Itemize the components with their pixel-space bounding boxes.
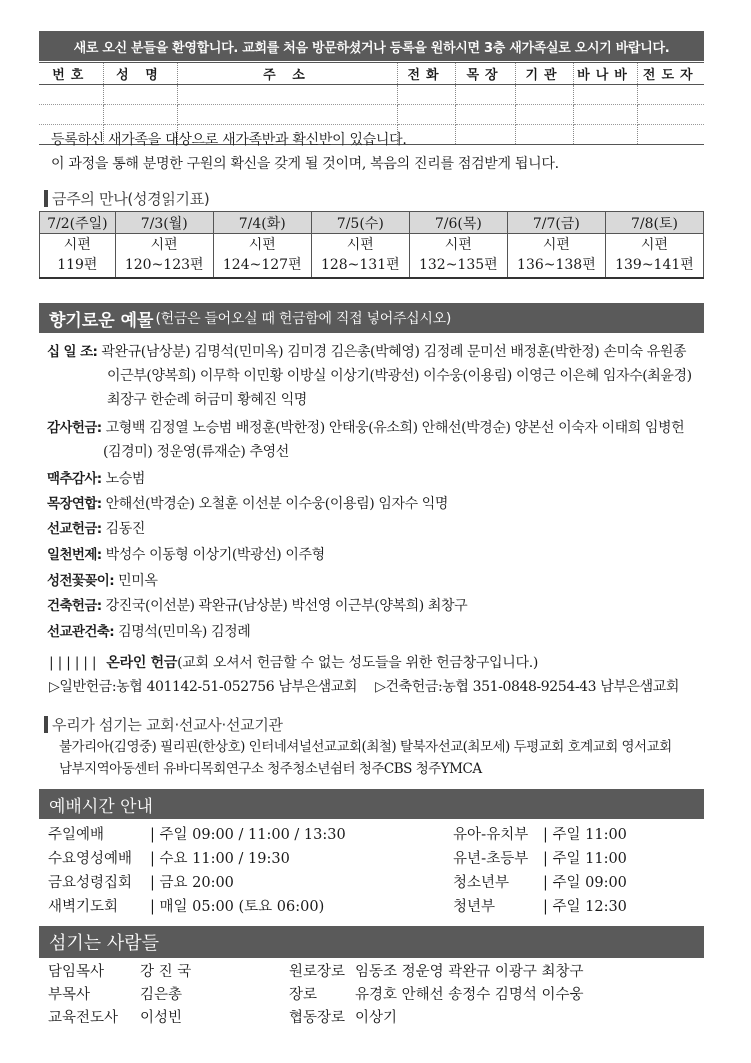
service-row: 금요성령집회 | 금요 20:00	[48, 875, 234, 891]
reading-cell: 시편 136~138편	[507, 234, 605, 278]
section-bar-icon	[44, 716, 48, 733]
col-org: 기관	[515, 63, 573, 85]
tithe-names: 곽완규(남상분) 김명석(민미옥) 김미경 김은총(박혜영) 김정례 문미선 배정훈(박한정) 손미숙 유원종	[101, 344, 687, 360]
thanks-names: 고형백 김정열 노승범 배정훈(박한정) 안태웅(유소희) 안해선(박경순) 양본선 이숙자 이태희 임병헌	[105, 420, 685, 436]
mission-building-line: 선교관건축: 김명석(민미옥) 김정례	[47, 624, 251, 640]
services-title: 예배시간 안내	[49, 796, 153, 817]
reading-day: 7/4(화)	[213, 212, 311, 234]
service-row: 수요영성예배 | 수요 11:00 / 19:30	[48, 851, 290, 867]
reading-title-main: 금주의 만나	[52, 190, 128, 208]
reading-title	[44, 188, 209, 209]
tithe-names: 최장구 한순례 허금미 황혜진 익명	[107, 392, 307, 408]
tithe-label: 십 일 조:	[47, 344, 98, 360]
staff-row: 장로 유경호 안해선 송정수 김명석 이수웅	[289, 987, 584, 1003]
online-offering	[49, 652, 538, 672]
mission-line: 선교헌금: 김동진	[47, 521, 146, 537]
reading-title-sub: (성경읽기표)	[127, 190, 210, 208]
offering-subtitle: (헌금은 들어오실 때 헌금함에 직접 넣어주십시오)	[155, 311, 452, 327]
offering-title: 향기로운 예물	[49, 310, 154, 331]
registration-note-1: 등록하신 새가족을 대상으로 새가족반과 확신반이 있습니다.	[51, 132, 407, 148]
col-barnabas: 바나바	[573, 63, 637, 85]
staff-left	[48, 961, 191, 1030]
online-accounts	[49, 676, 679, 696]
service-row: 새벽기도회 | 매일 05:00 (토요 06:00)	[48, 899, 325, 915]
services-left	[48, 823, 346, 919]
cell-line: 목장연합: 안해선(박경순) 오철훈 이선분 이수웅(이용림) 임자수 익명	[47, 496, 448, 512]
section-bar-icon	[44, 190, 48, 207]
reading-day: 7/3(월)	[115, 212, 213, 234]
col-number: 번호	[39, 63, 103, 85]
col-name: 성 명	[103, 63, 177, 85]
online-marks: | | | | | |	[49, 655, 97, 671]
registration-row[interactable]	[39, 85, 704, 105]
online-title: 온라인 헌금	[106, 655, 178, 671]
reading-cell: 시편 139~141편	[605, 234, 703, 278]
daily-line: 일천번제: 박성수 이동형 이상기(박광선) 이주형	[47, 547, 325, 563]
account-general: ▷일반헌금:농협 401142-51-052756 남부은샘교회	[49, 679, 358, 695]
registration-header-row	[39, 63, 704, 85]
service-row: 청소년부 | 주일 09:00	[453, 875, 627, 891]
service-row: 유년-초등부 | 주일 11:00	[453, 851, 627, 867]
reading-day: 7/8(토)	[605, 212, 703, 234]
reading-cell: 시편 120~123편	[115, 234, 213, 278]
registration-row[interactable]	[39, 105, 704, 125]
reading-cell: 시편 128~131편	[311, 234, 409, 278]
wheat-line: 맥추감사: 노승범	[47, 471, 146, 487]
col-cell: 목장	[455, 63, 515, 85]
staff-row: 담임목사 강 진 국	[48, 964, 192, 980]
missions-title-text: 우리가 섬기는 교회·선교사·선교기관	[52, 716, 283, 734]
missions-line-2: 남부지역아동센터 유바디목회연구소 청주청소년쉼터 청주CBS 청주YMCA	[59, 761, 482, 777]
staff-row: 부목사 김은총	[48, 987, 183, 1003]
tithe-names: 이근부(양복희) 이무학 이민황 이방실 이상기(박광선) 이수웅(이용림) 이영근 이은혜 임자수(최윤경)	[107, 368, 692, 384]
col-address: 주 소	[177, 63, 397, 85]
reading-day: 7/7(금)	[507, 212, 605, 234]
reading-table	[39, 211, 704, 279]
reading-day: 7/6(목)	[409, 212, 507, 234]
missions-line-1: 불가리아(김영중) 필리핀(한상호) 인터네셔널선교교회(최철) 탈북자선교(최모세) 두평교회 호계교회 영서교회	[59, 739, 672, 755]
service-row: 주일예배 | 주일 09:00 / 11:00 / 13:30	[48, 827, 346, 843]
staff-right	[289, 961, 584, 1030]
flower-line: 성전꽃꽂이: 민미옥	[47, 573, 158, 589]
thanks-label: 감사헌금:	[47, 420, 102, 436]
services-header	[39, 789, 704, 819]
staff-row: 교육전도사 이성빈	[48, 1010, 183, 1026]
col-phone: 전화	[397, 63, 455, 85]
reading-cell: 시편 132~135편	[409, 234, 507, 278]
reading-cell: 시편 119편	[40, 234, 116, 278]
services-right	[453, 823, 627, 919]
missions-title	[44, 714, 283, 735]
reading-day: 7/2(주일)	[40, 212, 116, 234]
offering-header	[39, 303, 704, 333]
reading-days-row	[40, 212, 704, 234]
staff-title: 섬기는 사람들	[49, 933, 160, 954]
registration-note-2: 이 과정을 통해 분명한 구원의 확신을 갖게 될 것이며, 복음의 진리를 점검받게 됩니다.	[51, 156, 559, 172]
staff-row: 원로장로 임동조 정운영 곽완규 이광구 최창구	[289, 964, 584, 980]
reading-cell: 시편 124~127편	[213, 234, 311, 278]
thanks-block	[47, 418, 707, 462]
registration-banner: 새로 오신 분들을 환영합니다. 교회를 처음 방문하셨거나 등록을 원하시면 3층 새가족실로 오시기 바랍니다.	[39, 31, 704, 61]
service-row: 청년부 | 주일 12:30	[453, 899, 627, 915]
col-evangelist: 전도자	[637, 63, 704, 85]
staff-row: 협동장로 이상기	[289, 1010, 398, 1026]
thanks-names: (김경미) 정운영(류재순) 추영선	[103, 444, 289, 460]
service-row: 유아-유치부 | 주일 11:00	[453, 827, 627, 843]
account-building: ▷건축헌금:농협 351-0848-9254-43 남부은샘교회	[375, 679, 679, 695]
reading-chapters-row	[40, 234, 704, 278]
reading-day: 7/5(수)	[311, 212, 409, 234]
staff-header	[39, 926, 704, 958]
tithe-block	[47, 342, 707, 410]
building-line: 건축헌금: 강진국(이선분) 곽완규(남상분) 박선영 이근부(양복희) 최창구	[47, 598, 468, 614]
online-desc: (교회 오셔서 헌금할 수 없는 성도들을 위한 헌금창구입니다.)	[177, 655, 539, 671]
